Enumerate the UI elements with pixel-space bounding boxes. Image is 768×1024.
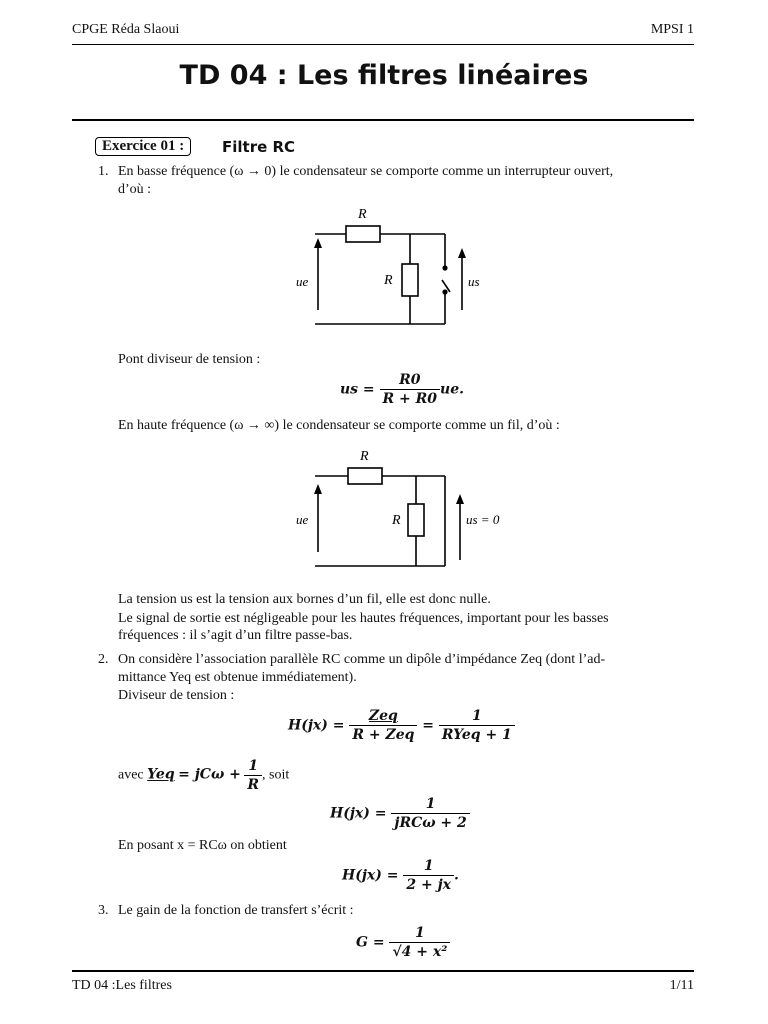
circuit2-r-mid-label: R [392, 513, 401, 528]
item-number-2: 2. [98, 652, 109, 667]
item-number-3: 3. [98, 903, 109, 918]
avec-pre: avec [118, 767, 144, 783]
eq2-den1: R + Zeq [352, 727, 415, 743]
avec-y: Yeq [147, 766, 175, 783]
eq1-tail: ue. [440, 381, 465, 398]
circuit-diagram-short [290, 442, 520, 572]
eq3-lhs: H(jx) = [330, 805, 387, 822]
eq4-lhs: H(jx) = [342, 867, 399, 884]
equation-transfer-2 [330, 796, 470, 831]
circuit1-r-top-label: R [358, 207, 367, 222]
pont-diviseur-text: Pont diviseur de tension : [118, 352, 261, 367]
q2-line1: On considère l’association parallèle RC comme un dipôle d’impédance Zeq (dont l’ad- [118, 652, 606, 667]
equation-us [340, 372, 464, 407]
q2-line2: mittance Yeq est obtenue immédiatement). [118, 670, 357, 685]
circuit2-r-top-label: R [360, 449, 369, 464]
eq4-num: 1 [403, 858, 454, 876]
eq3-num: 1 [391, 796, 469, 814]
circuit1-us-label: us [468, 274, 480, 289]
posant-text: En posant x = RCω on obtient [118, 838, 287, 853]
footer-left: TD 04 :Les filtres [72, 978, 172, 993]
item-number-1: 1. [98, 164, 109, 179]
eq1-num: R0 [380, 372, 441, 390]
page-title: TD 04 : Les filtres linéaires [179, 60, 589, 91]
eq2-num2: 1 [439, 708, 515, 726]
avec-line [118, 758, 289, 793]
exercise-label: Exercice 01 : [95, 137, 191, 156]
circuit1-r-mid-label: R [384, 273, 393, 288]
exercise-name: Filtre RC [222, 138, 296, 156]
equation-transfer-3 [342, 858, 459, 893]
page-number: 1/11 [669, 978, 694, 993]
signal-line1: Le signal de sortie est négligeable pour les hautes fréquences, important pour les basses [118, 611, 609, 626]
footer-divider [72, 970, 694, 972]
header-right: MPSI 1 [650, 22, 694, 37]
avec-post: , soit [262, 767, 290, 783]
eq2-den2: RYeq + 1 [441, 727, 512, 743]
eq4-den: 2 + jx [406, 877, 452, 893]
q1-line2: d’où : [118, 182, 152, 197]
tension-text: La tension us est la tension aux bornes d’un fil, elle est donc nulle. [118, 592, 491, 607]
eq2-num1: Zeq [349, 708, 417, 726]
title-divider [72, 119, 694, 121]
header-left: CPGE Réda Slaoui [72, 22, 180, 37]
eq4-tail: . [454, 867, 459, 884]
diviseur-text: Diviseur de tension : [118, 688, 235, 703]
circuit1-ue-label: ue [296, 274, 309, 289]
signal-line2: fréquences : il s’agit d’un filtre passe-bas. [118, 628, 353, 643]
eq1-den: R + R0 [382, 391, 438, 407]
eq5-den: √4 + x² [392, 944, 448, 960]
avec-den: R [247, 777, 260, 793]
circuit2-us-label: us = 0 [466, 512, 500, 527]
avec-num: 1 [244, 758, 262, 776]
eq3-den: jRCω + 2 [394, 815, 467, 831]
eq2-lhs: H(jx) = [288, 717, 345, 734]
eq5-num: 1 [389, 925, 450, 943]
haute-frequence-text: En haute fréquence (ω → ∞) le condensateur se comporte comme un fil, d’où : [118, 418, 560, 433]
avec-mid: = jCω + [178, 766, 241, 783]
equation-transfer-1 [288, 708, 515, 743]
eq2-equals: = [422, 717, 435, 734]
eq5-lhs: G = [356, 934, 385, 951]
circuit2-ue-label: ue [296, 512, 309, 527]
q3-text: Le gain de la fonction de transfert s’écrit : [118, 903, 354, 918]
eq1-lhs: us = [340, 381, 375, 398]
q1-line1: En basse fréquence (ω → 0) le condensateur se comporte comme un interrupteur ouvert, [118, 164, 614, 179]
header-divider [72, 44, 694, 45]
equation-gain [356, 925, 450, 960]
circuit-diagram-open-switch [290, 200, 490, 330]
